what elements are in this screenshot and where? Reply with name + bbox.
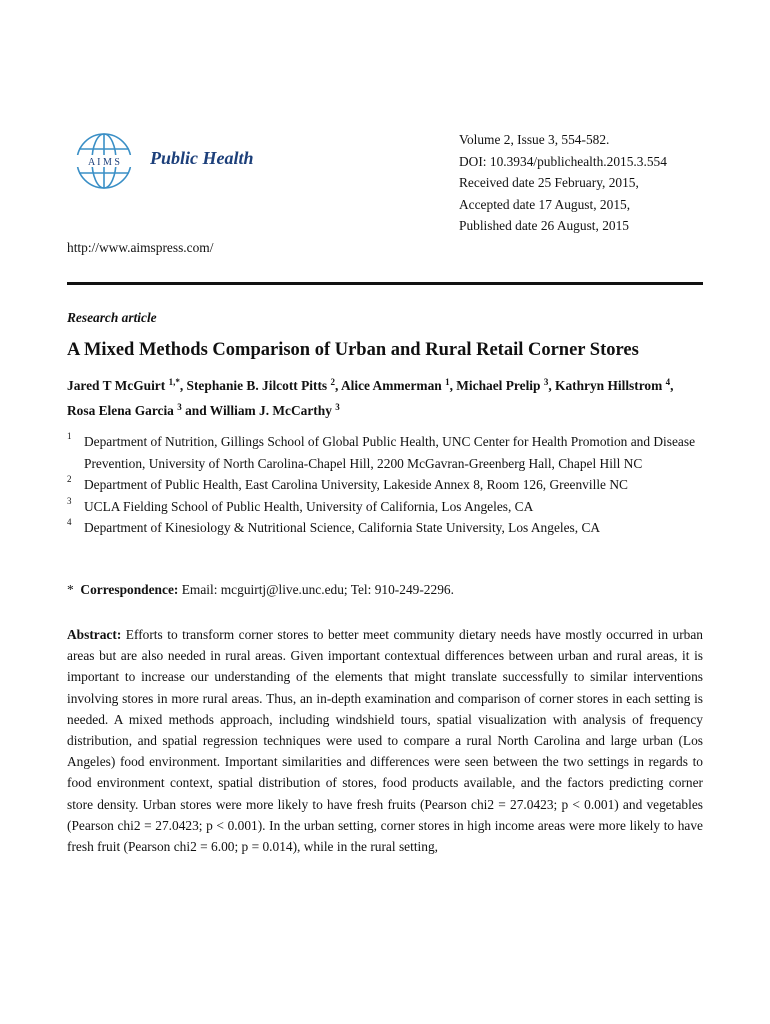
abstract (67, 624, 703, 857)
author-name: Jared T McGuirt (67, 378, 166, 393)
author-affiliation-marker: 2 (330, 377, 335, 387)
published-date: Published date 26 August, 2015 (459, 218, 629, 233)
affiliation-item (67, 474, 703, 496)
author-separator: , (449, 378, 457, 393)
correspondence (67, 582, 454, 598)
author-affiliation-marker: 3 (335, 402, 340, 412)
abstract-label: Abstract: (67, 627, 122, 642)
affiliation-text: Department of Kinesiology & Nutritional Science, California State University, Los Angeles, CA (84, 520, 601, 535)
affiliation-item (67, 517, 703, 539)
affiliation-item (67, 431, 703, 474)
affiliation-text: Department of Public Health, East Carolina University, Lakeside Annex 8, Room 126, Greenville NC (84, 477, 628, 492)
affiliation-list (67, 431, 703, 539)
author-affiliation-marker: 1 (445, 377, 450, 387)
affiliation-text: UCLA Fielding School of Public Health, University of California, Los Angeles, CA (84, 498, 534, 514)
author-separator: , (334, 378, 341, 393)
journal-name: Public Health (150, 148, 254, 168)
affiliation-number: 2 (67, 474, 72, 484)
volume-issue: Volume 2, Issue 3, 554-582. (459, 132, 610, 147)
affiliation-item (67, 496, 703, 518)
author-name: Kathryn Hillstrom (555, 378, 663, 393)
author-separator: , (670, 378, 674, 393)
correspondence-marker: * (67, 582, 74, 597)
header-divider (67, 282, 703, 285)
author-name: William J. McCarthy (209, 403, 332, 418)
article-type: Research article (67, 310, 157, 325)
correspondence-text: Email: mcguirtj@live.unc.edu; Tel: 910-249-2296. (181, 582, 454, 597)
author-affiliation-marker: 4 (665, 377, 671, 387)
globe-icon (70, 130, 138, 192)
article-title: A Mixed Methods Comparison of Urban and Rural Retail Corner Stores (67, 340, 639, 360)
author-list (67, 373, 703, 423)
article-meta (459, 129, 667, 237)
author-name: Stephanie B. Jilcott Pitts (186, 378, 328, 393)
author-name: Michael Prelip (456, 378, 541, 393)
correspondence-label: Correspondence: (80, 582, 179, 597)
author-name: Rosa Elena Garcia (67, 403, 174, 418)
affiliation-number: 3 (67, 495, 72, 506)
accepted-date: Accepted date 17 August, 2015, (459, 196, 631, 212)
author-affiliation-marker: 3 (543, 377, 549, 387)
affiliation-number: 4 (67, 517, 72, 527)
author-name: Alice Ammerman (340, 378, 442, 393)
affiliation-text: Department of Nutrition, Gillings School of Global Public Health, UNC Center for Health Promotion and Disease Prevention, University of North Carolina-Chapel Hill, 2200 McGavran-Greenberg Hall, Chapel Hill NC (84, 434, 696, 471)
publisher-url[interactable]: http://www.aimspress.com/ (67, 240, 214, 255)
author-separator: and (181, 403, 210, 418)
aims-logo (70, 130, 138, 192)
author-affiliation-marker: 1,* (168, 377, 180, 387)
author-separator: , (548, 378, 556, 393)
received-date: Received date 25 February, 2015, (459, 175, 639, 190)
author-affiliation-marker: 3 (177, 402, 182, 412)
logo-text: A I M S (88, 157, 120, 168)
abstract-text: Efforts to transform corner stores to better meet community dietary needs have mostly occurred in urban areas but are also needed in rural areas. Given important contextual differences between urban and rural areas, it is important to increase our understanding of the elements that might translate successfully to similar interventions involving stores in more rural areas. Thus, an in-depth examination and comparison of corner stores in each setting is needed. A mixed methods approach, including windshield tours, spatial visualization with analysis of frequency distribution, and spatial regression techniques were used to compare a rural North Carolina and large urban (Los Angeles) food environment. Important similarities and differences were seen between the two settings in regards to food environment context, spatial distribution of stores, food products available, and the factors predicting corner store density. Urban stores were more likely to have fresh fruits (Pearson chi2 = 27.0423; p < 0.001) and vegetables (Pearson chi2 = 27.0423; p < 0.001). In the urban setting, corner stores in high income areas were more likely to have fresh fruit (Pearson chi2 = 6.00; p = 0.014), while in the rural setting, (67, 627, 704, 855)
author-separator: , (179, 378, 187, 393)
affiliation-number: 1 (67, 431, 72, 441)
doi[interactable]: DOI: 10.3934/publichealth.2015.3.554 (459, 153, 667, 169)
